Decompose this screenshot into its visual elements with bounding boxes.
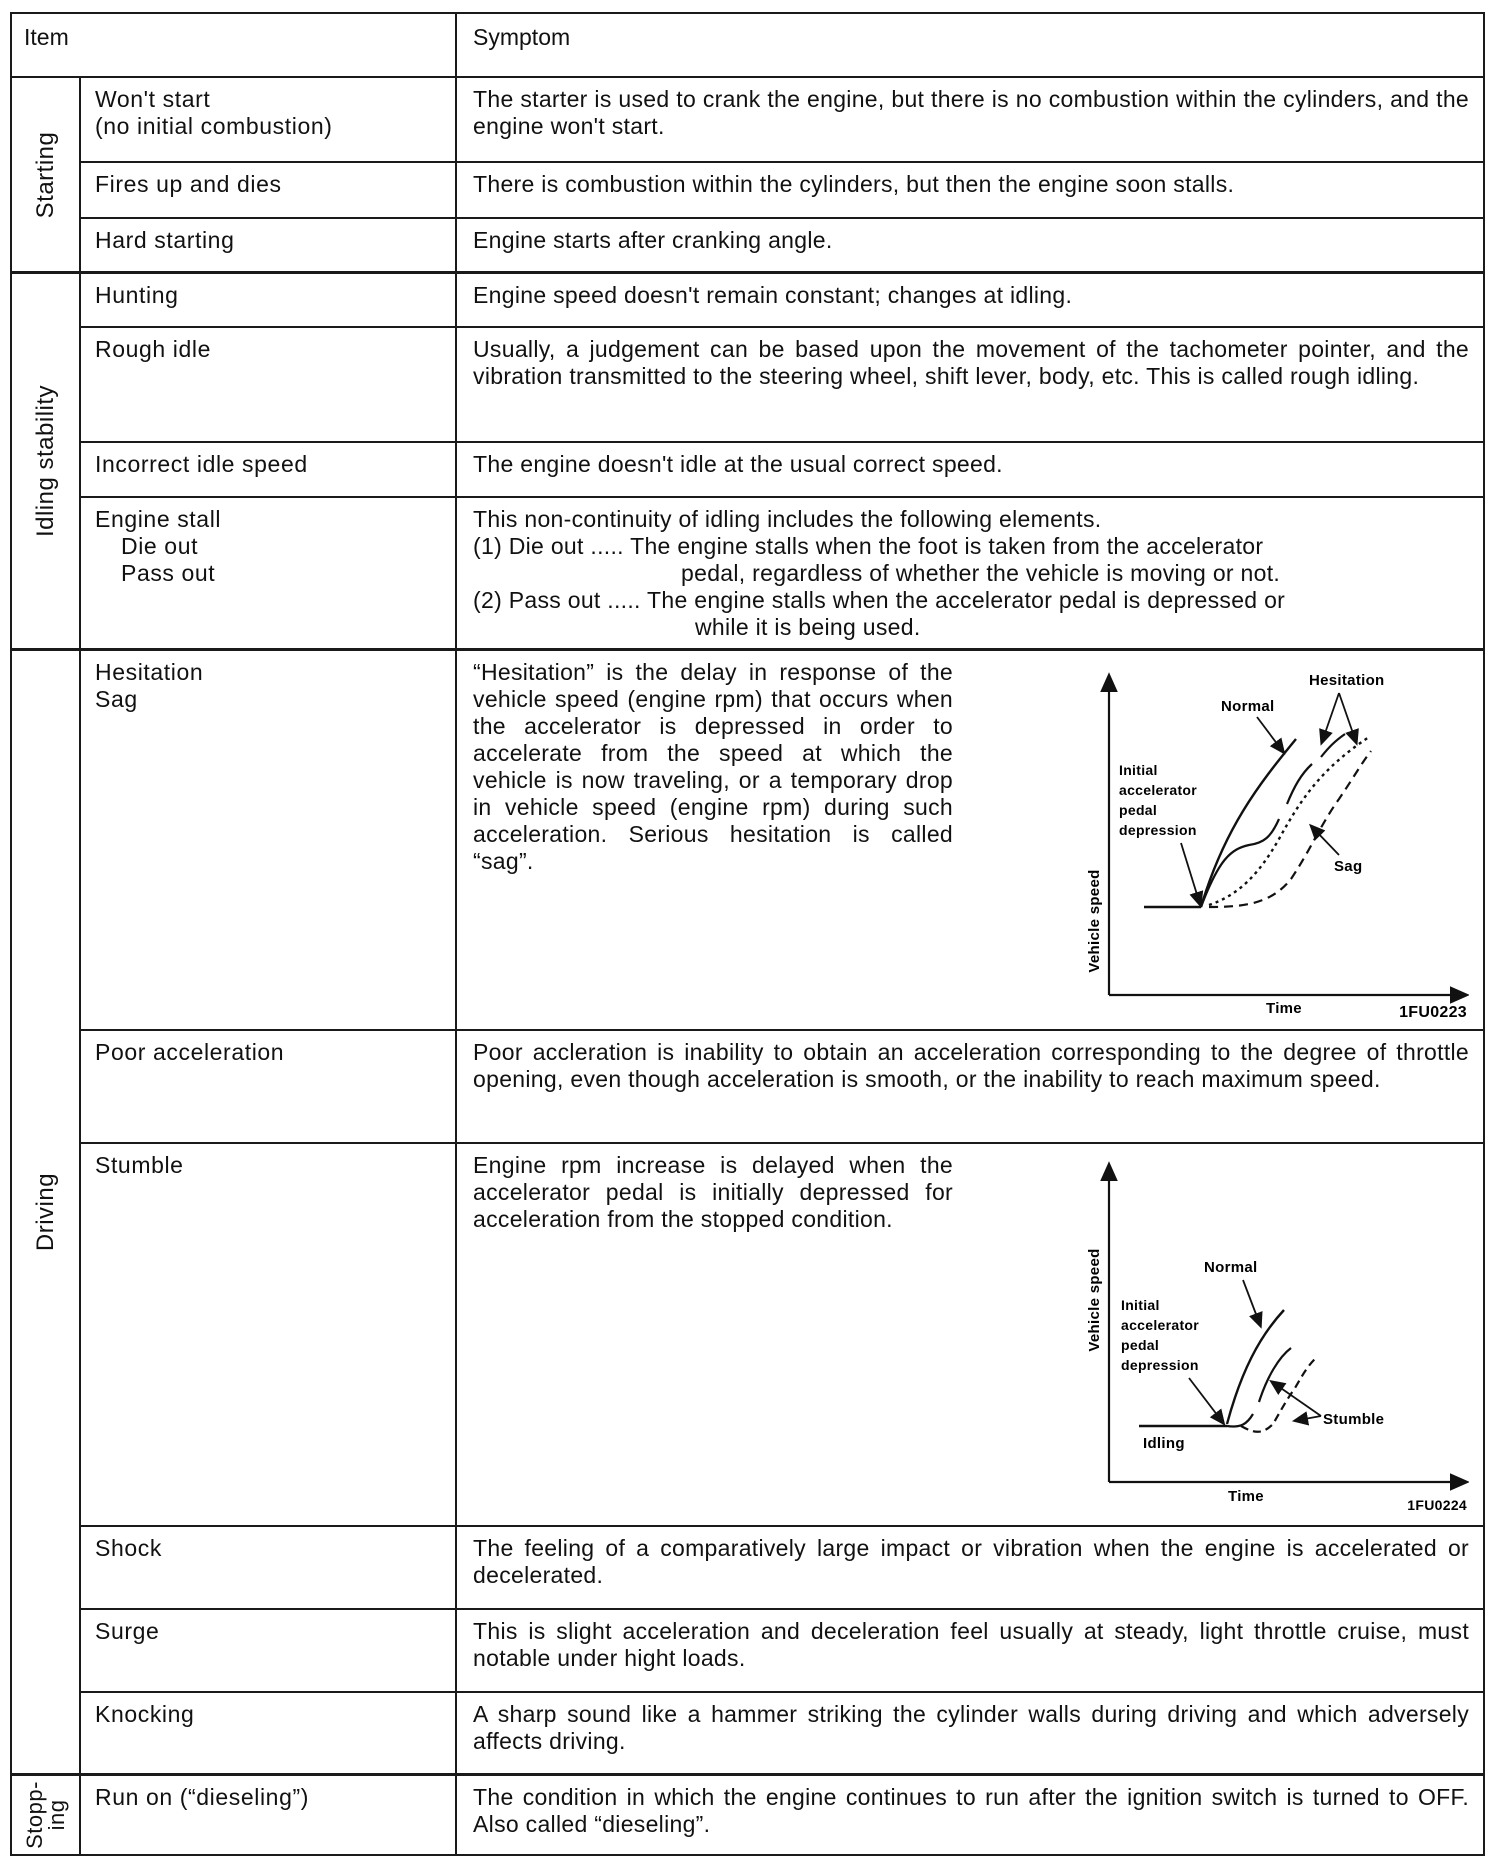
pass-out-definition [473, 587, 1469, 641]
symptom-cell: Usually, a judgement can be based upon the movement of the tachometer pointer, and the vibration transmitted to the steering wheel, shift lever, body, etc. This is called rough idling. [456, 327, 1484, 442]
item-label: Won't start [95, 86, 211, 113]
symptom-intro: This non-continuity of idling includes the following elements. [473, 505, 1102, 532]
hesitation-label: Hesitation [1309, 671, 1385, 689]
item-label: Run on (“dieseling”) [80, 1775, 456, 1855]
table-row [11, 1143, 1484, 1526]
figure-code: 1FU0224 [1407, 1496, 1468, 1513]
item-label: Rough idle [80, 327, 456, 442]
stumble-figure [1009, 1152, 1469, 1514]
table-row [11, 649, 1484, 1030]
header-symptom: Symptom [456, 13, 1484, 77]
table-header-row [11, 13, 1484, 77]
symptom-cell: The starter is used to crank the engine, but there is no combustion within the cylinders, and the engine won't start. [456, 77, 1484, 162]
item-label: Surge [80, 1609, 456, 1692]
initial-label: pedal [1121, 1336, 1160, 1353]
symptom-cell: Poor accleration is inability to obtain an acceleration corresponding to the degree of throttle opening, even though acceleration is smooth, or the inability to reach maximum speed. [456, 1030, 1484, 1142]
symptom-cell: A sharp sound like a hammer striking the cylinder walls during driving and which adversely affects driving. [456, 1692, 1484, 1774]
item-label: Sag [95, 685, 138, 712]
item-label: Hunting [80, 273, 456, 327]
definition-line: while it is being used. [695, 613, 921, 640]
item-sublabel: Die out [121, 532, 199, 559]
category-starting [11, 77, 80, 273]
hesitation-figure [1009, 659, 1469, 1021]
stumble-label: Stumble [1323, 1410, 1385, 1428]
item-label: Knocking [80, 1692, 456, 1774]
symptom-cell: Engine speed doesn't remain constant; changes at idling. [456, 273, 1484, 327]
category-idling-stability [11, 273, 80, 649]
initial-pointer [1181, 843, 1199, 901]
normal-pointer [1257, 717, 1281, 749]
initial-label: accelerator [1121, 1316, 1200, 1333]
table-row [11, 327, 1484, 442]
table-row [11, 442, 1484, 496]
initial-label: depression [1119, 821, 1197, 838]
stumble-pointer [1275, 1384, 1321, 1416]
x-axis-label: Time [1266, 999, 1302, 1017]
y-axis-label: Vehicle speed [1086, 868, 1104, 973]
symptom-cell: There is combustion within the cylinders, but then the engine soon stalls. [456, 162, 1484, 217]
table-row [11, 1692, 1484, 1774]
normal-label: Normal [1221, 697, 1275, 715]
definition-line: pedal, regardless of whether the vehicle is moving or not. [681, 559, 1281, 586]
category-label: Idling stability [31, 384, 59, 537]
item-cell [80, 497, 456, 649]
header-item: Item [11, 13, 456, 77]
normal-pointer [1243, 1280, 1259, 1322]
item-label: Hesitation [95, 658, 204, 685]
item-label: Incorrect idle speed [80, 442, 456, 496]
symptom-cell [456, 1143, 1484, 1526]
die-out-definition [473, 533, 1469, 587]
table-row [11, 1526, 1484, 1609]
item-label: (no initial combustion) [95, 113, 333, 140]
item-label: Stumble [80, 1143, 456, 1526]
item-label: Engine stall [95, 505, 222, 532]
symptom-cell: Engine starts after cranking angle. [456, 218, 1484, 273]
sag-label: Sag [1334, 857, 1363, 875]
item-cell [80, 77, 456, 162]
table-row [11, 1775, 1484, 1855]
initial-label: accelerator [1119, 781, 1198, 798]
y-axis-label: Vehicle speed [1086, 1248, 1104, 1352]
symptom-table [10, 12, 1485, 1856]
hesitation-dotted-curve [1209, 737, 1369, 905]
initial-label: pedal [1119, 801, 1158, 818]
hesitation-curve [1201, 734, 1345, 907]
symptom-cell [456, 497, 1484, 649]
category-label: Driving [31, 1172, 59, 1251]
table-row [11, 497, 1484, 649]
symptom-cell: This is slight acceleration and deceleration feel usually at steady, light throttle cruise, must notable under hight loads. [456, 1609, 1484, 1692]
definition-line: (2) Pass out ..... The engine stalls when the accelerator pedal is depressed or [473, 586, 1286, 613]
initial-label: depression [1121, 1356, 1199, 1373]
normal-curve [1201, 739, 1296, 907]
initial-label: Initial [1119, 761, 1158, 778]
symptom-cell: The condition in which the engine continues to run after the ignition switch is turned to OFF. Also called “dieseling”. [456, 1775, 1484, 1855]
initial-label: Initial [1121, 1296, 1160, 1313]
category-stopping [11, 1775, 80, 1855]
symptom-cell: The feeling of a comparatively large impact or vibration when the engine is accelerated or decelerated. [456, 1526, 1484, 1609]
item-sublabel: Pass out [121, 559, 216, 586]
table-row [11, 1030, 1484, 1142]
symptom-cell [456, 649, 1484, 1030]
item-label: Poor acceleration [80, 1030, 456, 1142]
idling-label: Idling [1143, 1434, 1185, 1452]
figure-code: 1FU0223 [1399, 1003, 1468, 1021]
symptom-cell: The engine doesn't idle at the usual correct speed. [456, 442, 1484, 496]
table-row [11, 162, 1484, 217]
hesitation-pointer [1323, 693, 1339, 739]
category-label: Stopp- ing [21, 1781, 69, 1849]
item-label: Hard starting [80, 218, 456, 273]
category-label: Starting [31, 131, 59, 219]
symptom-table-sheet [10, 12, 1483, 1856]
sag-pointer [1314, 829, 1339, 855]
item-cell [80, 649, 456, 1030]
item-label: Shock [80, 1526, 456, 1609]
table-row [11, 218, 1484, 273]
item-label: Fires up and dies [80, 162, 456, 217]
definition-line: (1) Die out ..... The engine stalls when the foot is taken from the accelerator [473, 532, 1264, 559]
table-row [11, 1609, 1484, 1692]
hesitation-pointer [1339, 693, 1355, 739]
stumble-curve-2 [1241, 1357, 1317, 1432]
stumble-curve-1 [1227, 1348, 1291, 1427]
table-row [11, 273, 1484, 327]
initial-pointer [1189, 1378, 1221, 1420]
table-row [11, 77, 1484, 162]
symptom-text: “Hesitation” is the delay in response of the vehicle speed (engine rpm) that occurs when the accelerator is depressed in order to accelerate from the speed at which the vehicle is now traveling, or a temporary drop in vehicle speed (engine rpm) during such acceleration. Serious hesitation is called “sag”. [473, 658, 954, 874]
stumble-pointer [1299, 1416, 1321, 1420]
category-driving [11, 649, 80, 1775]
normal-label: Normal [1204, 1258, 1258, 1276]
x-axis-label: Time [1228, 1487, 1264, 1505]
symptom-text: Engine rpm increase is delayed when the accelerator pedal is initially depressed for acceleration from the stopped condition. [473, 1151, 954, 1232]
